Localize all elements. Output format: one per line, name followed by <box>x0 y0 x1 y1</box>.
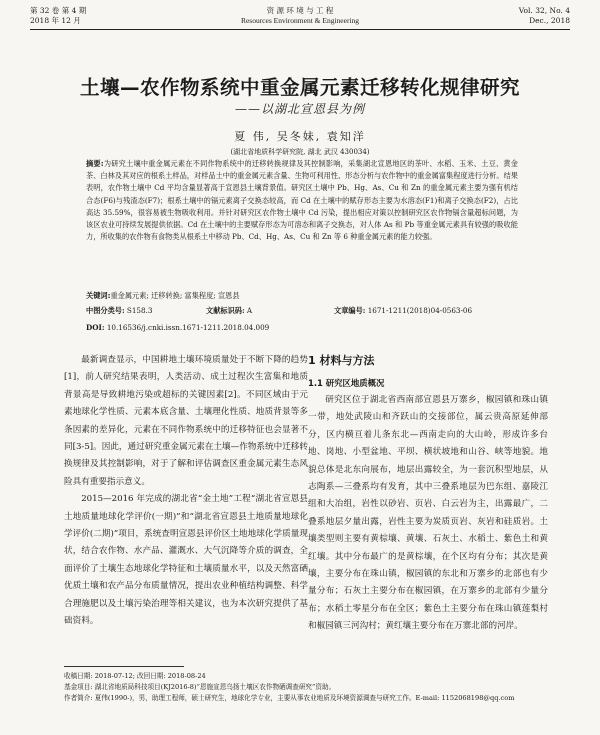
article-no-label: 文章编号: <box>334 306 366 315</box>
doc-code-label: 文献标识码: <box>206 306 245 315</box>
header-center <box>30 6 570 26</box>
date-cn: 2018 年 12 月 <box>30 16 81 25</box>
doi-line <box>86 322 518 333</box>
doi-value: 10.16536/j.cnki.issn.1671-1211.2018.04.009 <box>106 323 270 332</box>
keywords-text: 重金属元素; 迁移转换; 富集程度; 宣恩县 <box>110 291 240 300</box>
volume-issue-cn: 第 32 卷 第 4 期 <box>30 6 87 15</box>
clc-value: S158.3 <box>126 306 153 315</box>
keywords <box>86 290 518 301</box>
body-left-column <box>64 352 308 631</box>
author-affiliation: (湖北省地质科学研究院, 湖北 武汉 430034) <box>230 148 370 156</box>
doc-code-value: A <box>246 306 253 315</box>
footnotes <box>64 671 548 704</box>
author-bio: 作者简介: 夏伟(1990-)，男，助理工程师，硕士研究生，地球化学专业，主要从事农业地质及环境资源调查与研究工作。E-mail: 1152068198@qq.com <box>64 694 515 702</box>
header-divider <box>30 29 570 30</box>
section-heading: 1 材料与方法 <box>308 354 375 367</box>
article-no-value: 1671-1211(2018)04-0563-06 <box>367 306 473 315</box>
body-right-column <box>308 352 548 636</box>
journal-name-cn: 资 源 环 境 与 工 程 <box>266 6 334 15</box>
footnote-divider <box>64 666 184 667</box>
abstract <box>86 158 518 243</box>
document-code <box>206 305 252 316</box>
received-date: 收稿日期: 2018-07-12; 改回日期: 2018-08-24 <box>64 672 206 680</box>
abstract-label: 摘要: <box>86 159 104 168</box>
header-right <box>519 6 570 26</box>
date-en: Dec., 2018 <box>529 16 570 25</box>
clc-number <box>86 305 152 316</box>
intro-paragraph-1: 最新调查显示，中国耕地土壤环境质量处于不断下降的趋势[1]，前人研究结果表明，人类活动、成土过程次生富集和地质背景高是导致耕地污染或超标的关键因素[2]。不同区域由于元素地球化学性质、元素本底含量、土壤理化性质、地质背景等多条因素的差异化，元素在不同作物系统中的迁移特征也会显著不同[3-5]。因此，通过研究重金属元素在土壤—作物系统中迁移转换规律及其控制影响，对于了解和评估调查区重金属元素生态风险具有重要指示意义。 <box>64 355 308 487</box>
keywords-label: 关键词: <box>86 291 111 300</box>
article-title: 土壤—农作物系统中重金属元素迁移转化规律研究 <box>79 76 520 99</box>
geology-paragraph: 研究区位于湖北省西南部宣恩县万寨乡，椒园镇和珠山镇一带，地处武陵山和齐跃山的交接部位，属云贵高原延伸部分，区内横亘着儿条东北—西南走向的大山岭，形成许多台地、岗地、小型盆地、平坝、横状坡地和山谷、峡等地貌。地貌总体是北东向展布，地层出露较全，为一套沉积型地层，从志陶系—三叠系均有发育，其中三叠系地层为巴东组、嘉陵江组和大冶组，岩性以砂岩、页岩、白云岩为主，出露最广，二叠系地层夕量出露，岩性主要为炭质页岩、灰岩和硅质岩。土壤类型则主要有黄棕壤、黄壤、石灰土、水稻土、紫色土和黄红壤。其中分布最广的是黄棕壤，在个区均有分布；其次是黄壤，主要分布在珠山镇，椒园镇的东北和万寨乡的北部也有少量分布；石灰土主要分布在椒园镇，在万寨乡的北部有少量分布；水稻土零星分布在全区；紫色土主要分布在珠山镇莲梨村和椒园镇三河沟村；黄红壤主要分布在万寨北部的河岸。 <box>308 395 548 632</box>
clc-label: 中图分类号: <box>86 306 125 315</box>
article-authors: 夏 伟, 吴冬妹, 袁知洋 <box>234 130 366 143</box>
subsection-heading: 1.1 研究区地质概况 <box>308 378 385 388</box>
abstract-text: 为研究土壤中重金属元素在不同作物系统中的迁移转换规律及其控制影响，采集湖北宣恩地区的茶叶、水稻、玉米、土豆、黄金茶、白林及其对应的根系土样品，对样品土中的重金属元素含量、生物可利用性、形态分析与农作物中的重金属富集程度进行分析。结果表明，农作物土壤中 Cd 平均含量显著高于宣恩县土壤背景值。研究区土壤中 Pb、Hg、As、Cu 和 Zn 的重金属元素主要为强有机结合态(F6)与残渣态(F7)；根系土壤中的镉元素离子交换态较高，而 Cd 在土壤中的赋存形态主要为水溶态(F1)和离子交换态(F2)，占比高达 35.59%，很容易被生物吸收利用。并针对研究区农作物土壤中 Cd 污染，提出相应对策以控制研究区农作物镉含量超标问题，为该区农业可持续发展提供依据。Cd 在土壤中的主要赋存形态为可溶态和离子交换态，对人体 As 和 Pb 等重金属元素具有较强的吸收能力，所收集的农作物有食物类从根系土中移动 Pb、Cd、Hg、As、Cu 和 Zn 等 6 种重金属元素的能力较强。 <box>86 159 518 242</box>
article-number <box>334 305 472 316</box>
journal-name-en: Resources Environment & Engineering <box>240 16 360 25</box>
article-subtitle: ——以湖北宣恩县为例 <box>234 102 365 116</box>
volume-issue-en: Vol. 32, No. 4 <box>518 6 570 15</box>
doi-label: DOI: <box>86 323 105 332</box>
fund-project: 基金项目: 湖北省地质局科技项目(KJ2016-8)“恩施宣恩乌扬土壤区农作物硒调查研究”资助。 <box>64 683 336 691</box>
intro-paragraph-2: 2015—2016 年完成的湖北省“金土地”工程“湖北省宣恩县土地质量地球化学评价(一期)”和“湖北省宣恩县土地质量地球化学评价(二期)”项目，系统查明宣恩县评价区土地地球化学质量现状，结合农作物、水产品、灌溉水、大气沉降等介质的调查，全面评价了土壤生态地球化学特征和土壤质量水平，以及天然富硒优质土壤和农产品分布质量情况，提出农业种植结构调整、科学合理施肥以及土壤污染治理等相关建议，也为本次研究提供了基础资料。 <box>64 494 308 627</box>
